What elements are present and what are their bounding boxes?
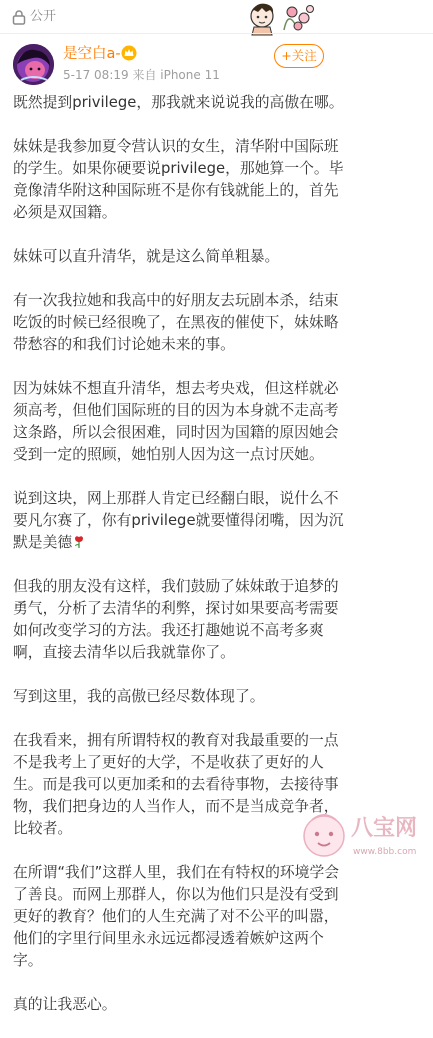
crown-badge-icon[interactable] — [121, 45, 137, 61]
post-paragraph — [13, 576, 413, 664]
post-text-line: 不是我考上了更好的大学，不是收获了更好的人 — [13, 754, 324, 771]
post-text-line: 受到一定的照顾，她怕别人因为这一点讨厌她。 — [13, 446, 324, 463]
post-text-line: 既然提到privilege，那我就来说说我的高傲在哪。 — [13, 94, 344, 111]
post-text-line: 如何改变学习的方法。我还打趣她说不高考多爽 — [13, 622, 324, 639]
post-paragraph — [13, 686, 413, 708]
post-text-line: 比较者。 — [13, 820, 73, 837]
post-text-line: 物，我们把身边的人当作人，而不是当成竞争者， — [13, 798, 339, 815]
post-text-line: 须高考，但他们国际班的目的因为本身就不走高考 — [13, 402, 339, 419]
post-text-line: 竟像清华附这种国际班不是你有钱就能上的，首先 — [13, 182, 339, 199]
post-text-line: 啊，直接去清华以后我就靠你了。 — [13, 644, 235, 661]
post-text-line: 妹妹可以直升清华，就是这么简单粗暴。 — [13, 248, 280, 265]
post-text-line: 必须是双国籍。 — [13, 204, 117, 221]
post-text-line: 的学生。如果你硬要说privilege，那她算一个。毕 — [13, 160, 344, 177]
post-text-line: 吃饭的时候已经很晚了，在黑夜的催使下，妹妹略 — [13, 314, 339, 331]
visibility-label: 公开 — [30, 9, 57, 24]
post-paragraph — [13, 862, 413, 972]
header-divider — [0, 33, 433, 34]
post-text-line: 妹妹是我参加夏令营认识的女生，清华附中国际班 — [13, 138, 339, 155]
post-text-line: 字。 — [13, 952, 43, 969]
watermark-text: 八宝网 — [351, 816, 418, 841]
cartoon-sticker-icon — [244, 0, 320, 36]
avatar[interactable] — [13, 44, 54, 85]
post-paragraph — [13, 994, 413, 1016]
post-paragraph — [13, 246, 413, 268]
post-text-line: 在我看来，拥有所谓特权的教育对我最重要的一点 — [13, 732, 339, 749]
post-text-line: 有一次我拉她和我高中的好朋友去玩剧本杀，结束 — [13, 292, 339, 309]
post-text-line: 更好的教育？他们的人生充满了对不公平的叫嚣， — [13, 908, 339, 925]
post-text-line: 但我的朋友没有这样，我们鼓励了妹妹敢于追梦的 — [13, 578, 339, 595]
post-paragraph — [13, 378, 413, 466]
lock-icon — [12, 9, 26, 25]
post-paragraph — [13, 136, 413, 224]
post-text-line: 默是美德 — [13, 534, 73, 551]
post-text-line: 带愁容的和我们讨论她未来的事。 — [13, 336, 235, 353]
follow-button[interactable]: +关注 — [274, 44, 324, 68]
post-text-line: 真的让我恶心。 — [13, 996, 117, 1013]
post-text-line: 在所谓“我们”这群人里，我们在有特权的环境学会 — [13, 864, 340, 881]
post-text-line: 因为妹妹不想直升清华，想去考央戏，但这样就必 — [13, 380, 339, 397]
post-text-line: 要凡尔赛了，你有privilege就要懂得闭嘴，因为沉 — [13, 512, 344, 529]
post-paragraph — [13, 92, 413, 114]
avatar-image — [13, 44, 54, 85]
post-content — [13, 92, 413, 1038]
author-name[interactable]: 是空白a- — [63, 46, 121, 62]
post-text-line: 勇气，分析了去清华的利弊，探讨如果要高考需要 — [13, 600, 339, 617]
post-meta: 5-17 08:19 来自 iPhone 11 — [63, 68, 220, 82]
rose-emoji-icon — [73, 535, 85, 549]
post-paragraph — [13, 488, 413, 554]
post-paragraph — [13, 290, 413, 356]
post-text-line: 生。而是我可以更加柔和的去看待事物，去接待事 — [13, 776, 339, 793]
watermark-url: www.8bb.com — [353, 847, 417, 857]
post-text-line: 了善良。而网上那群人，你以为他们只是没有受到 — [13, 886, 339, 903]
post-text-line: 说到这块，网上那群人肯定已经翻白眼，说什么不 — [13, 490, 339, 507]
post-text-line: 写到这里，我的高傲已经尽数体现了。 — [13, 688, 265, 705]
post-text-line: 他们的字里行间里永永远远都浸透着嫉妒这两个 — [13, 930, 324, 947]
top-bar — [0, 0, 433, 34]
post-text-line: 这条路，所以会很困难，同时因为国籍的原因她会 — [13, 424, 339, 441]
